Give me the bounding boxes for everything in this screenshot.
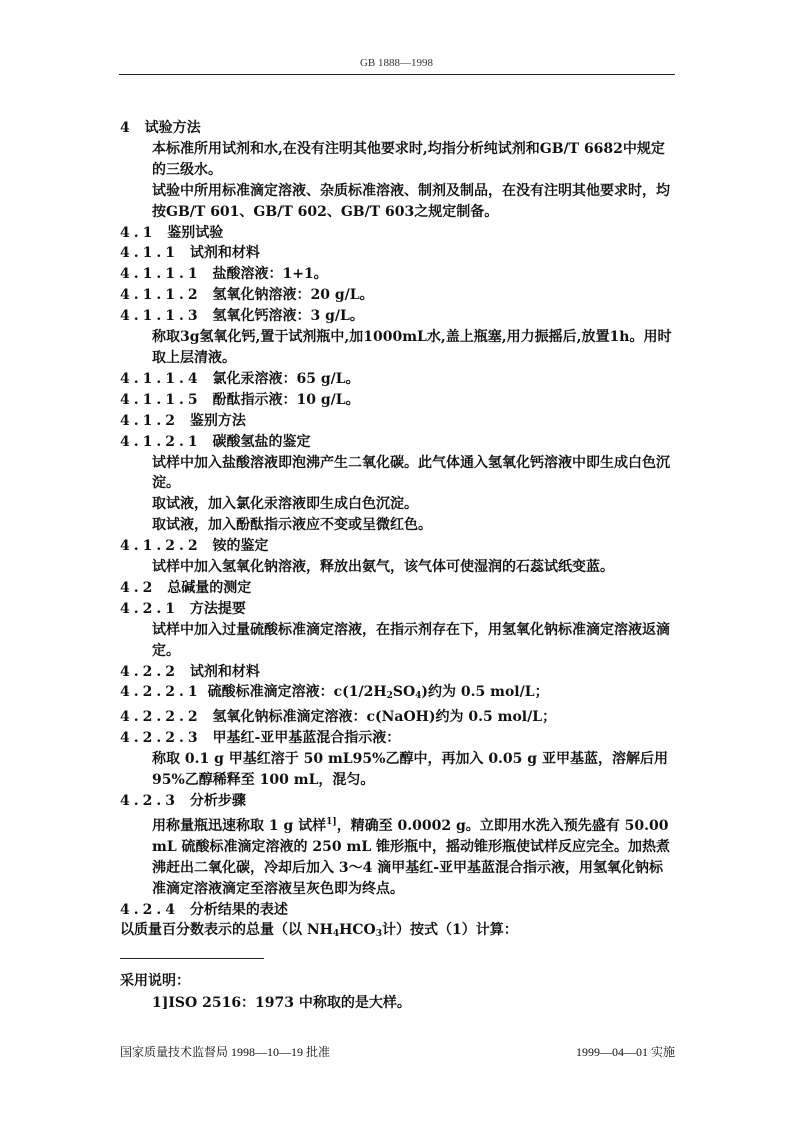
item-text: )约为 0.5 mol/L； bbox=[421, 684, 549, 701]
section-4-1-1-heading bbox=[120, 243, 676, 264]
item-number: 4.1.1.3 bbox=[120, 308, 202, 325]
section-title: 试验方法 bbox=[144, 120, 201, 136]
section-title: 鉴别方法 bbox=[189, 412, 246, 429]
paragraph: 本标准所用试剂和水,在没有注明其他要求时,均指分析纯试剂和GB/T 6682中规定的三级水。 bbox=[152, 140, 665, 178]
standard-number: GB 1888—1998 bbox=[359, 57, 434, 69]
paragraph-text: 用称量瓶迅速称取 1 g 试样 bbox=[152, 817, 327, 834]
paragraph-text: ，精确至 0.0002 g。立即用水洗入预先盛有 50.00 mL 硫酸标准滴定溶液的 250 mL 锥形瓶中，摇动锥形瓶使试样反应完全。加热煮沸赶出二氧化碳，冷却后加入 3～4 滴甲基红-亚甲基蓝混合指示液，用氢氧化钠标准滴定溶液滴定至溶液呈灰色即为终点。 bbox=[152, 817, 671, 897]
paragraph: 试样中加入氢氧化钠溶液，释放出氨气，该气体可使湿润的石蕊试纸变蓝。 bbox=[152, 559, 614, 576]
header-rule bbox=[119, 74, 675, 75]
paragraph: 试验中所用标准滴定溶液、杂质标准溶液、制剂及制品，在没有注明其他要求时，均按GB/T 601、GB/T 602、GB/T 603之规定制备。 bbox=[152, 182, 670, 220]
paragraph-text: HCO bbox=[339, 922, 376, 939]
item-number: 4.1.1.4 bbox=[120, 370, 202, 387]
item-number: 4.1.1.2 bbox=[120, 287, 202, 304]
section-title: 分析步骤 bbox=[189, 793, 246, 809]
footnote-rule bbox=[120, 958, 264, 959]
item-text: 酚酞指示液：10 g/L。 bbox=[212, 391, 360, 408]
item-text: 氢氧化钙溶液：3 g/L。 bbox=[212, 308, 364, 325]
item-number: 4.2.2.1 bbox=[120, 684, 202, 701]
item-4-1-1-2 bbox=[120, 285, 676, 306]
paragraph: 取试液，加入酚酞指示液应不变或呈微红色。 bbox=[152, 517, 432, 534]
footnote bbox=[120, 970, 676, 1014]
section-number: 4.1.2.2 bbox=[120, 538, 202, 555]
item-text: 硫酸标准滴定溶液：c(1/2H bbox=[207, 684, 387, 701]
paragraph bbox=[120, 812, 676, 900]
item-4-1-1-5 bbox=[120, 390, 676, 411]
item-text: 盐酸溶液：1+1。 bbox=[212, 266, 328, 283]
paragraph: 称取3g氢氧化钙,置于试剂瓶中,加1000mL水,盖上瓶塞,用力振摇后,放置1h。用时取上层清液。 bbox=[152, 329, 672, 366]
section-4-2-3-heading bbox=[120, 791, 676, 812]
footnote-text: 1]ISO 2516：1973 中称取的是大样。 bbox=[152, 995, 411, 1011]
item-number: 4.2.2.3 bbox=[120, 730, 202, 747]
section-number: 4.2.1 bbox=[120, 600, 179, 617]
section-title: 方法提要 bbox=[189, 600, 246, 617]
item-number: 4.1.1.5 bbox=[120, 391, 202, 408]
item-number: 4.2.2.2 bbox=[120, 709, 202, 726]
section-title: 试剂和材料 bbox=[189, 245, 260, 262]
paragraph: 试样中加入盐酸溶液即泡沸产生二氧化碳。此气体通入氢氧化钙溶液中即生成白色沉淀。 bbox=[152, 454, 670, 492]
section-number: 4.2.4 bbox=[120, 901, 179, 918]
subscript: 4 bbox=[332, 929, 340, 940]
section-number: 4.2.2 bbox=[120, 663, 179, 680]
section-4-1-2-2-heading bbox=[120, 536, 676, 557]
section-4-2-2-heading bbox=[120, 662, 676, 683]
item-text: 氢氧化钠溶液：20 g/L。 bbox=[212, 287, 374, 304]
paragraph bbox=[120, 920, 676, 945]
section-title: 试剂和材料 bbox=[189, 663, 260, 680]
item-4-2-2-2 bbox=[120, 707, 676, 728]
section-number: 4.1 bbox=[120, 224, 157, 241]
item-4-2-2-3 bbox=[120, 728, 676, 749]
section-title: 鉴别试验 bbox=[167, 224, 224, 241]
footnote-reference: 1] bbox=[326, 816, 337, 827]
section-4-2-4-heading bbox=[120, 900, 676, 921]
section-4-heading bbox=[120, 118, 676, 139]
section-number: 4.1.1 bbox=[120, 245, 179, 262]
approval-date: 国家质量技术监督局 1998—10—19 批准 bbox=[120, 1045, 331, 1059]
paragraph-text: 以质量百分数表示的总量（以 NH bbox=[120, 922, 333, 939]
section-number: 4.1.2 bbox=[120, 412, 179, 429]
paragraph: 称取 0.1 g 甲基红溶于 50 mL95%乙醇中，再加入 0.05 g 亚甲基蓝，溶解后用 95%乙醇稀释至 100 mL，混匀。 bbox=[152, 751, 668, 789]
item-text: 氢氧化钠标准滴定溶液：c(NaOH)约为 0.5 mol/L； bbox=[212, 709, 557, 726]
subscript: 3 bbox=[375, 929, 383, 940]
section-4-2-1-heading bbox=[120, 599, 676, 620]
section-number: 4 bbox=[120, 120, 134, 136]
paragraph-text: 计）按式（1）计算： bbox=[382, 922, 518, 939]
section-4-1-heading bbox=[120, 223, 676, 244]
section-4-1-2-1-heading bbox=[120, 432, 676, 453]
implementation-date: 1999—04—01 实施 bbox=[575, 1045, 675, 1059]
section-title: 碳酸氢盐的鉴定 bbox=[212, 433, 311, 450]
section-title: 铵的鉴定 bbox=[212, 538, 269, 555]
footnote-title: 采用说明： bbox=[120, 973, 190, 989]
item-text: 氯化汞溶液：65 g/L。 bbox=[212, 370, 360, 387]
item-number: 4.1.1.1 bbox=[120, 266, 202, 283]
item-4-2-2-1 bbox=[120, 682, 676, 707]
item-4-1-1-3 bbox=[120, 306, 676, 327]
section-title: 分析结果的表述 bbox=[189, 901, 288, 918]
item-4-1-1-4 bbox=[120, 369, 676, 390]
section-title: 总碱量的测定 bbox=[167, 579, 252, 596]
section-number: 4.1.2.1 bbox=[120, 433, 202, 450]
subscript: 4 bbox=[415, 691, 422, 702]
paragraph: 取试液，加入氯化汞溶液即生成白色沉淀。 bbox=[152, 496, 418, 513]
item-text: SO bbox=[392, 684, 416, 701]
section-4-2-heading bbox=[120, 578, 676, 599]
paragraph: 试样中加入过量硫酸标准滴定溶液，在指示剂存在下，用氢氧化钠标准滴定溶液返滴定。 bbox=[152, 621, 670, 659]
item-4-1-1-1 bbox=[120, 264, 676, 285]
section-number: 4.2.3 bbox=[120, 793, 179, 809]
item-text: 甲基红-亚甲基蓝混合指示液： bbox=[212, 730, 401, 747]
subscript: 2 bbox=[386, 691, 393, 702]
document-body bbox=[120, 118, 676, 945]
section-number: 4.2 bbox=[120, 579, 157, 596]
section-4-1-2-heading bbox=[120, 411, 676, 432]
